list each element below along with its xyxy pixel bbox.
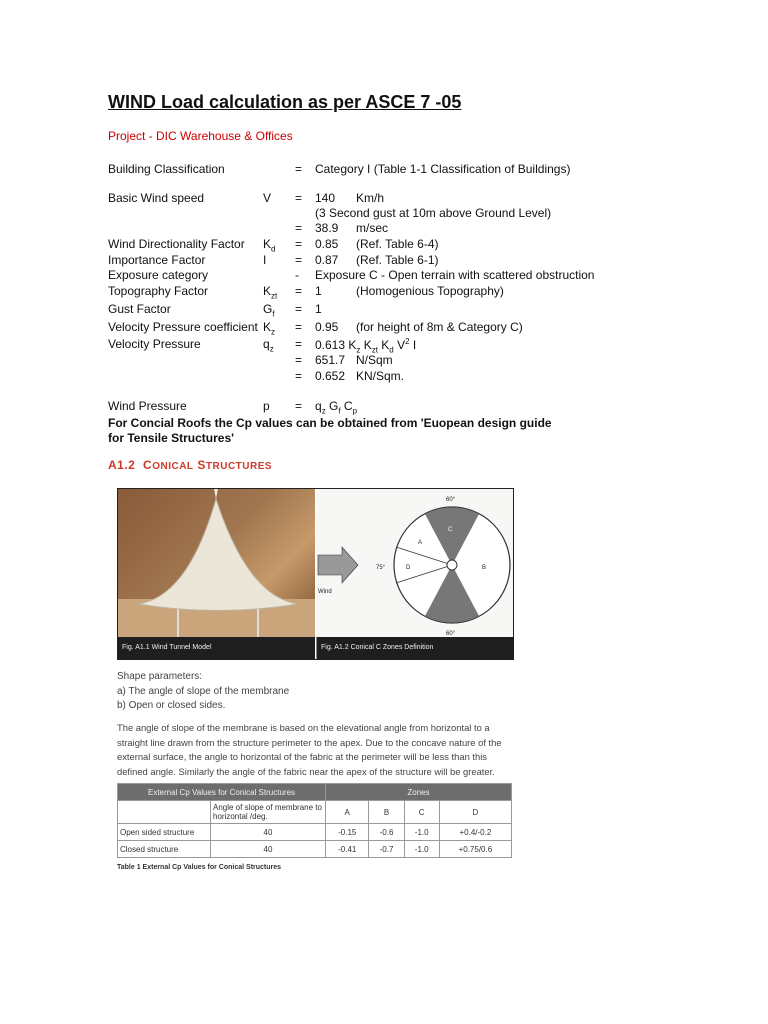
row-value: Exposure C - Open terrain with scattered obstruction [315,268,595,282]
f-part: 0.613 K [315,338,357,352]
shape-item: a) The angle of slope of the membrane [117,685,290,697]
cp-source-note: For Concial Roofs the Cp values can be obtained from 'Euopean design guide for Tensile Structures' [108,416,552,445]
page-title: WIND Load calculation as per ASCE 7 -05 [108,92,462,112]
section-cap: C [143,458,153,472]
row-label: Velocity Pressure [108,337,201,351]
para-line: defined angle. Similarly the angle of the fabric near the apex of the structure will be greater. [117,765,495,777]
section-cap: S [197,458,206,472]
cp-values-table [117,783,512,858]
figure-panel [117,488,514,660]
para-line: straight line drawn from the structure perimeter to the apex. Due to the concave nature of the [117,736,502,748]
symbol-main: K [263,284,272,298]
row-angle: 40 [211,841,326,858]
row-b: -0.6 [369,824,404,841]
f-sub: f [338,406,341,416]
table-row [118,841,512,858]
row-unit: (Ref. Table 6-4) [356,237,439,251]
para-line: external surface, the angle to horizontal of the fabric at the perimeter will be less than this [117,751,487,762]
shape-parameters [117,670,289,714]
row-value: 651.7 [315,353,346,367]
kz-row [108,320,668,336]
row-symbol [263,302,275,318]
zone-b-label: B [482,565,487,571]
col-d: D [439,801,511,824]
section-heading [108,458,272,472]
col-b: B [369,801,404,824]
para-line: The angle of slope of the membrane is based on the elevational angle from horizontal to a [117,722,490,733]
row-eq: = [295,399,303,413]
row-unit: (Homogenious Topography) [356,284,504,298]
row-value: 0.85 [315,237,339,251]
row-unit: (for height of 8m & Category C) [356,320,523,334]
row-unit: Km/h [356,191,385,205]
f-sub: zt [371,345,378,355]
qz-nsqm-row [108,353,668,369]
table-caption: Table 1 External Cp Values for Conical Structures [117,864,282,871]
blank-cell [118,801,211,824]
figure-caption-right: Fig. A1.2 Conical C Zones Definition [316,637,514,659]
wind-pressure-row [108,399,668,415]
row-b: -0.7 [369,841,404,858]
project-name: Project - DIC Warehouse & Offices [108,129,293,143]
qz-kn-row [108,369,668,385]
f-sup: 2 [405,337,410,346]
formula [315,399,357,415]
angle-bottom-label: 60° [446,631,456,637]
row-c: -1.0 [404,824,439,841]
row-value: 1 [315,284,322,298]
col-c: C [404,801,439,824]
row-label: Velocity Pressure coefficient [108,320,258,334]
table-subheader-row [118,801,512,824]
symbol-sub: d [271,244,276,254]
row-label: Gust Factor [108,302,171,316]
symbol-sub: zt [271,291,278,301]
f-sub: p [352,406,358,416]
row-symbol [263,284,277,300]
wind-label: Wind [318,589,332,595]
row-symbol [263,237,275,253]
row-eq: = [295,221,303,235]
row-unit: (Ref. Table 6-1) [356,253,439,267]
f-part: K [360,338,372,352]
row-label: Topography Factor [108,284,209,298]
row-eq: = [295,253,303,267]
row-value: (3 Second gust at 10m above Ground Level) [315,206,552,220]
f-part: K [377,338,390,352]
row-unit: N/Sqm [356,353,393,367]
shape-item: b) Open or closed sides. [117,700,226,711]
row-name: Open sided structure [118,824,211,841]
exposure-row [108,268,668,284]
row-label: Wind Pressure [108,399,187,413]
row-eq: = [295,337,303,351]
row-name: Closed structure [118,841,211,858]
row-eq: - [295,268,299,282]
velocity-pressure-row [108,337,668,353]
f-sub: z [356,345,361,355]
building-classification-row [108,162,668,178]
row-value: 0.652 [315,369,346,383]
symbol-main: K [263,237,272,251]
row-angle: 40 [211,824,326,841]
col-a: A [326,801,369,824]
row-symbol [263,320,275,336]
row-symbol [263,337,274,353]
f-part: I [409,338,417,352]
row-value: Category I (Table 1-1 Classification of Buildings) [315,162,571,176]
zones-header: Zones [326,784,512,801]
row-value: 1 [315,302,322,316]
conical-zones-svg [316,489,513,637]
symbol-main: q [263,337,270,351]
row-eq: = [295,302,303,316]
table-header: External Cp Values for Conical Structures [118,784,326,801]
basic-wind-speed-row [108,191,668,207]
importance-row [108,253,668,269]
f-part: G [325,399,339,413]
row-label: Building Classification [108,162,225,176]
angle-left-label: 75° [376,565,386,571]
wind-tunnel-photo [118,489,315,637]
row-unit: KN/Sqm. [356,369,405,383]
figure-caption-left: Fig. A1.1 Wind Tunnel Model [118,637,315,659]
row-eq: = [295,353,303,367]
zones-diagram [316,489,513,637]
zone-a-label: A [418,540,423,546]
cone-model-image [118,489,315,637]
f-part: q [315,399,322,413]
row-value: 140 [315,191,336,205]
gust-factor-row [108,302,668,318]
f-part: C [340,399,353,413]
row-unit: m/sec [356,221,389,235]
topography-row [108,284,668,300]
section-number: A1.2 [108,458,136,472]
row-c: -1.0 [404,841,439,858]
row-label: Wind Directionality Factor [108,237,245,251]
formula [315,337,416,354]
symbol-sub: z [271,327,276,337]
section-small: ONICAL [152,461,194,472]
row-symbol: I [263,253,267,267]
row-eq: = [295,284,303,298]
f-sub: z [321,406,326,416]
row-eq: = [295,162,303,176]
symbol-sub: z [269,344,274,354]
row-d: +0.75/0.6 [439,841,511,858]
row-a: -0.41 [326,841,369,858]
row-eq: = [295,369,303,383]
angle-top-label: 60° [446,497,456,503]
table-header-row [118,784,512,801]
gust-note-row [108,206,668,222]
row-value: 38.9 [315,221,339,235]
row-label: Basic Wind speed [108,191,205,205]
zone-d-label: D [406,565,411,571]
f-sub: d [389,345,394,355]
symbol-main: K [263,320,272,334]
row-eq: = [295,320,303,334]
slope-description [117,721,517,779]
slope-header: Angle of slope of membrane to horizontal /deg. [211,801,326,824]
row-label: Exposure category [108,268,209,282]
zone-c-label: C [448,527,453,533]
symbol-main: G [263,302,273,316]
row-eq: = [295,237,303,251]
directionality-row [108,237,668,253]
wind-speed-ms-row [108,221,668,237]
f-part: V [393,338,406,352]
section-small: TRUCTURES [205,461,273,472]
table-row [118,824,512,841]
symbol-sub: f [272,309,275,319]
row-d: +0.4/-0.2 [439,824,511,841]
row-value: 0.95 [315,320,339,334]
row-value: 0.87 [315,253,339,267]
row-a: -0.15 [326,824,369,841]
row-symbol: p [263,399,270,413]
row-label: Importance Factor [108,253,206,267]
row-eq: = [295,191,303,205]
shape-heading: Shape parameters: [117,671,203,682]
row-symbol: V [263,191,272,205]
